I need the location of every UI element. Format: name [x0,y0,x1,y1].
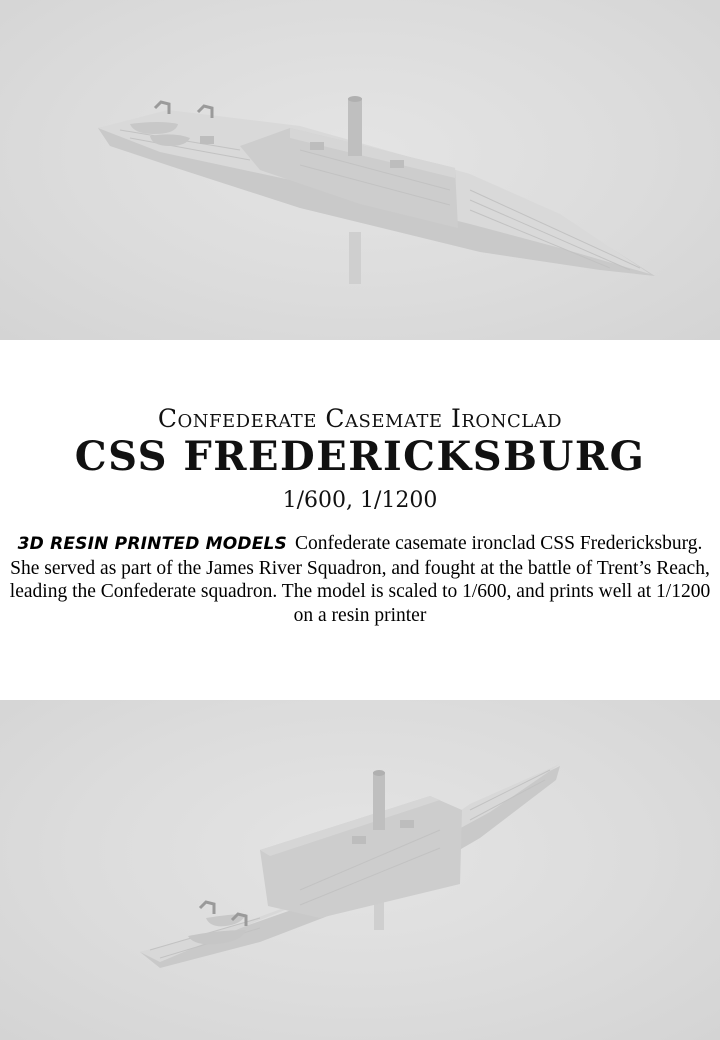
description-body: Confederate casemate ironclad CSS Fredericksburg. She served as part of the James River Squadron, and fought at the battle of Trent’s Reach, leading the Confederate squadron. The model is scaled to 1/600, and prints well at 1/1200 on a resin printer [9,533,711,626]
ship-name-title: CSS FREDERICKSBURG [74,433,646,480]
top-ship-render [0,0,720,340]
ironclad-model-image-bottom [0,700,720,1040]
ironclad-model-image-top [0,0,720,340]
product-description-block [0,340,720,700]
bottom-ship-render [0,700,720,1040]
model-scales: 1/600, 1/1200 [282,488,438,513]
ship-class-subtitle: Confederate Casemate Ironclad [157,404,563,433]
description-paragraph [8,532,712,627]
description-lead: 3D RESIN PRINTED MODELS [17,534,287,554]
